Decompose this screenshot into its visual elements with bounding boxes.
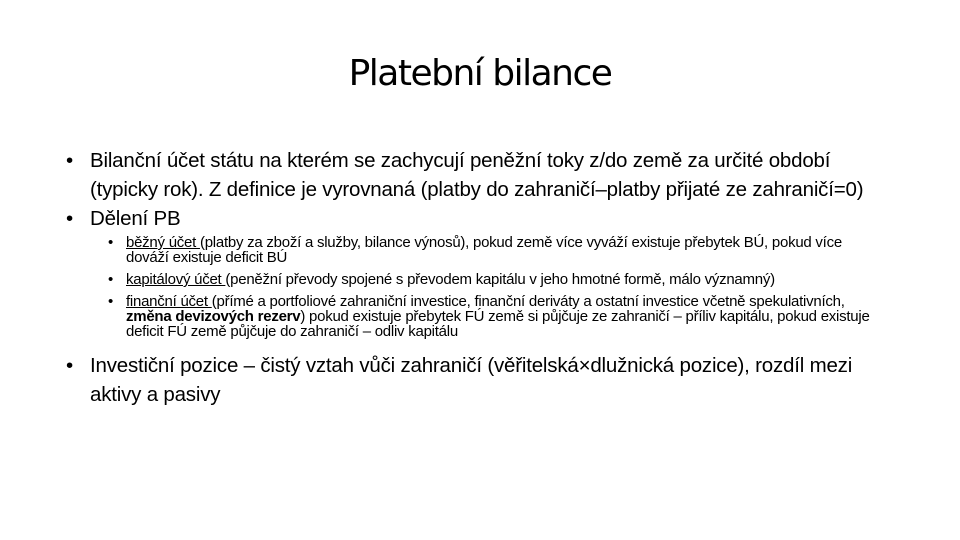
slide-body [66, 146, 886, 409]
sub-bullet-marker: • [108, 293, 114, 310]
bullet-item-2 [66, 204, 886, 233]
term-financni-ucet: finanční účet [126, 293, 212, 310]
sub-item-bezny-ucet [108, 235, 886, 265]
bullet-item-3-text: Investiční pozice – čistý vztah vůči zahraničí (věřitelská×dlužnická pozice), rozdíl mezi aktivy a pasivy [90, 354, 853, 406]
sub-bullet-marker: • [108, 234, 114, 251]
sub-item-financni-ucet-text-end: ) pokud existuje přebytek FÚ země si půjčuje ze zahraničí – příliv kapitálu, pokud existuje deficit FÚ země půjčuje do zahraničí – odliv kapitálu [126, 308, 870, 340]
sub-item-financni-ucet [108, 294, 886, 339]
sub-item-bezny-ucet-text: (platby za zboží a služby, bilance výnosů), pokud země více vyváží existuje přebytek BÚ, pokud více dováží existuje deficit BÚ [126, 234, 842, 266]
term-bezny-ucet: běžný účet [126, 234, 200, 251]
term-kapitalovy-ucet: kapitálový účet [126, 271, 226, 288]
slide-title: Platební bilance [348, 53, 612, 94]
bullet-marker: • [66, 354, 73, 377]
bullet-item-1 [66, 146, 886, 204]
sub-item-kapitalovy-ucet-text: (peněžní převody spojené s převodem kapitálu v jeho hmotné formě, málo významný) [225, 271, 775, 288]
bullet-item-2-text: Dělení PB [90, 207, 181, 230]
sub-bullet-marker: • [108, 271, 114, 288]
bullet-marker: • [66, 207, 73, 230]
sub-item-financni-ucet-bold: změna devizových rezerv [126, 308, 301, 325]
sub-item-kapitalovy-ucet [108, 272, 886, 287]
bullet-marker: • [66, 149, 73, 172]
sub-item-financni-ucet-text-start: (přímé a portfoliové zahraniční investice, finanční deriváty a ostatní investice včetně spekulativních, [211, 293, 845, 310]
sub-bullet-list [66, 235, 886, 339]
bullet-item-1-text: Bilanční účet státu na kterém se zachycují peněžní toky z/do země za určité období (typicky rok). Z definice je vyrovnaná (platby do zahraničí–platby přijaté ze zahraničí=0) [90, 149, 864, 201]
bullet-item-3 [66, 351, 886, 409]
